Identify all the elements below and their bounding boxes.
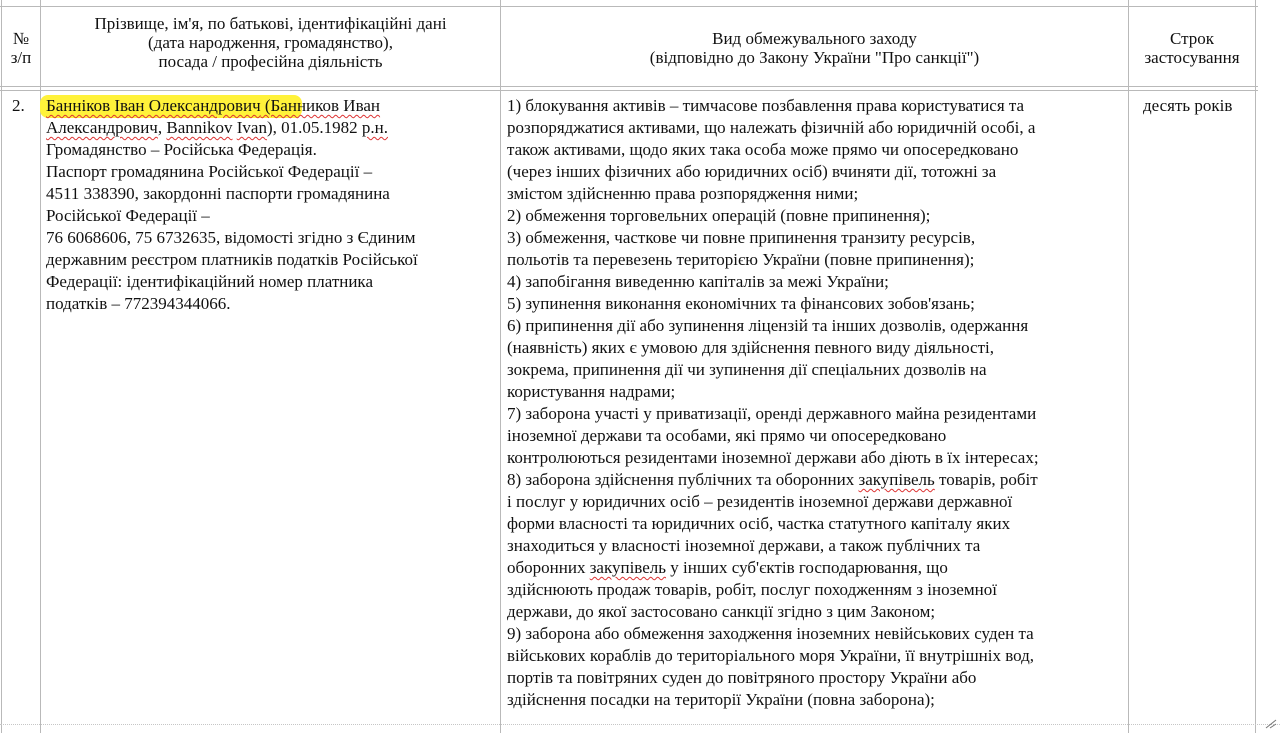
text-span: закупівель [589, 558, 667, 577]
person-line: 4511 338390, закордонні паспорти громадянина [46, 184, 390, 203]
measure-line: розпоряджатися активами, що належать фізичній або юридичній особі, а [507, 118, 1036, 137]
measure-line: 6) припинення дії або зупинення ліцензій та інших дозволів, одержання [507, 316, 1029, 335]
person-details [46, 95, 418, 315]
col-divider [1255, 0, 1256, 733]
row-divider [0, 86, 1258, 87]
measure-line: портів та повітряних суден до повітряного простору України або [507, 668, 977, 687]
person-line: державним реєстром платників податків Російської [46, 250, 418, 269]
person-line: Паспорт громадянина Російської Федерації – [46, 162, 373, 181]
measure-line: зокрема, припинення дії чи зупинення дії спеціальних дозволів на [507, 360, 987, 379]
measure-line: 7) заборона участі у приватизації, оренді державного майна резидентами [507, 404, 1037, 423]
row-divider [0, 6, 1258, 7]
measure-line: і послуг у юридичних осіб – резидентів іноземної держави державної [507, 492, 1013, 511]
person-line [46, 95, 418, 117]
page-break-line [0, 724, 1280, 725]
measure-line: іноземної держави та особами, які прямо чи опосередковано [507, 426, 947, 445]
measure-line: (наявність) яких є умовою для здійснення певного виду діяльності, [507, 338, 994, 357]
person-name: Банніков Іван Олександрович [46, 96, 261, 115]
header-line: Прізвище, ім'я, по батькові, ідентифікаційні дані [94, 14, 447, 33]
measure-line: здійснення посадки на території України (повна заборона); [507, 690, 935, 709]
person-line [46, 117, 418, 139]
measure-line: польотів та перевезень територією України (повне припинення); [507, 250, 975, 269]
text-span: закупівель [858, 470, 935, 489]
sanction-term: десять років [1143, 96, 1233, 115]
measure-line: змістом здійсненню права розпорядження ними; [507, 184, 859, 203]
entry-number: 2. [12, 96, 25, 115]
resize-handle-icon[interactable] [1265, 719, 1277, 729]
header-measure [501, 29, 1128, 67]
col-divider [1128, 0, 1129, 733]
header-person [41, 14, 500, 71]
measure-line: держави, до якої застосовано санкції згідно з цим Законом; [507, 602, 936, 621]
person-line: Громадянство – Російська Федерація. [46, 140, 317, 159]
row-divider [0, 90, 1258, 91]
measure-line: форми власності та юридичних осіб, частка статутного капіталу яких [507, 514, 1011, 533]
text-span: Bannikov [166, 118, 233, 137]
person-line: Російської Федерації – [46, 206, 210, 225]
measure-line: також активами, щодо яких така особа може прямо чи опосередковано [507, 140, 1019, 159]
header-term [1129, 29, 1255, 67]
text-span: ), 01.05.1982 [266, 118, 362, 137]
measure-line: контролюються резидентами іноземної держави або діють в їх інтересах; [507, 448, 1039, 467]
measure-line: 9) заборона або обмеження заходження іноземних невійськових суден та [507, 624, 1034, 643]
person-line: 76 6068606, 75 6732635, відомості згідно з Єдиним [46, 228, 416, 247]
measure-line: (через інших фізичних або юридичних осіб) вчиняти дії, тотожні за [507, 162, 997, 181]
measure-line: 2) обмеження торговельних операцій (повне припинення); [507, 206, 931, 225]
header-number [2, 29, 40, 67]
text-span: Александрович [46, 118, 158, 137]
text-span: 8) заборона здійснення публічних та оборонних [507, 470, 859, 489]
header-line: застосування [1144, 48, 1240, 67]
col-divider [500, 0, 501, 733]
header-line: Вид обмежувального заходу [712, 29, 917, 48]
measure-line [507, 557, 1039, 579]
text-span: у інших суб'єктів господарювання, що [666, 558, 948, 577]
text-span: Ivan [236, 118, 267, 137]
measure-line: військових кораблів до територіального моря України, її внутрішніх вод, [507, 646, 1035, 665]
text-span: оборонних [507, 558, 590, 577]
measures-list [507, 95, 1039, 711]
text-span: , [157, 118, 167, 137]
header-line: з/п [10, 48, 32, 67]
header-line: № [12, 29, 30, 48]
header-line: (відповідно до Закону України "Про санкції") [649, 48, 980, 67]
header-line: Строк [1169, 29, 1214, 48]
measure-line [507, 469, 1039, 491]
text-span: р.н. [361, 118, 388, 137]
measure-line: користування надрами; [507, 382, 676, 401]
person-line: Федерації: ідентифікаційний номер платника [46, 272, 373, 291]
measure-line: 4) запобігання виведенню капіталів за межі України; [507, 272, 889, 291]
header-line: (дата народження, громадянство), [148, 33, 393, 52]
person-name-alt: (Банников Иван [260, 96, 381, 115]
text-span: товарів, робіт [934, 470, 1038, 489]
measure-line: 5) зупинення виконання економічних та фінансових зобов'язань; [507, 294, 975, 313]
header-line: посада / професійна діяльність [158, 52, 383, 71]
person-line: податків – 772394344066. [46, 294, 231, 313]
measure-line: 1) блокування активів – тимчасове позбавлення права користуватися та [507, 96, 1025, 115]
measure-line: знаходиться у власності іноземної держави, а також публічних та [507, 536, 981, 555]
measure-line: здійснюють продаж товарів, робіт, послуг походженням з іноземної [507, 580, 997, 599]
measure-line: 3) обмеження, часткове чи повне припинення транзиту ресурсів, [507, 228, 976, 247]
col-divider [1, 0, 2, 733]
